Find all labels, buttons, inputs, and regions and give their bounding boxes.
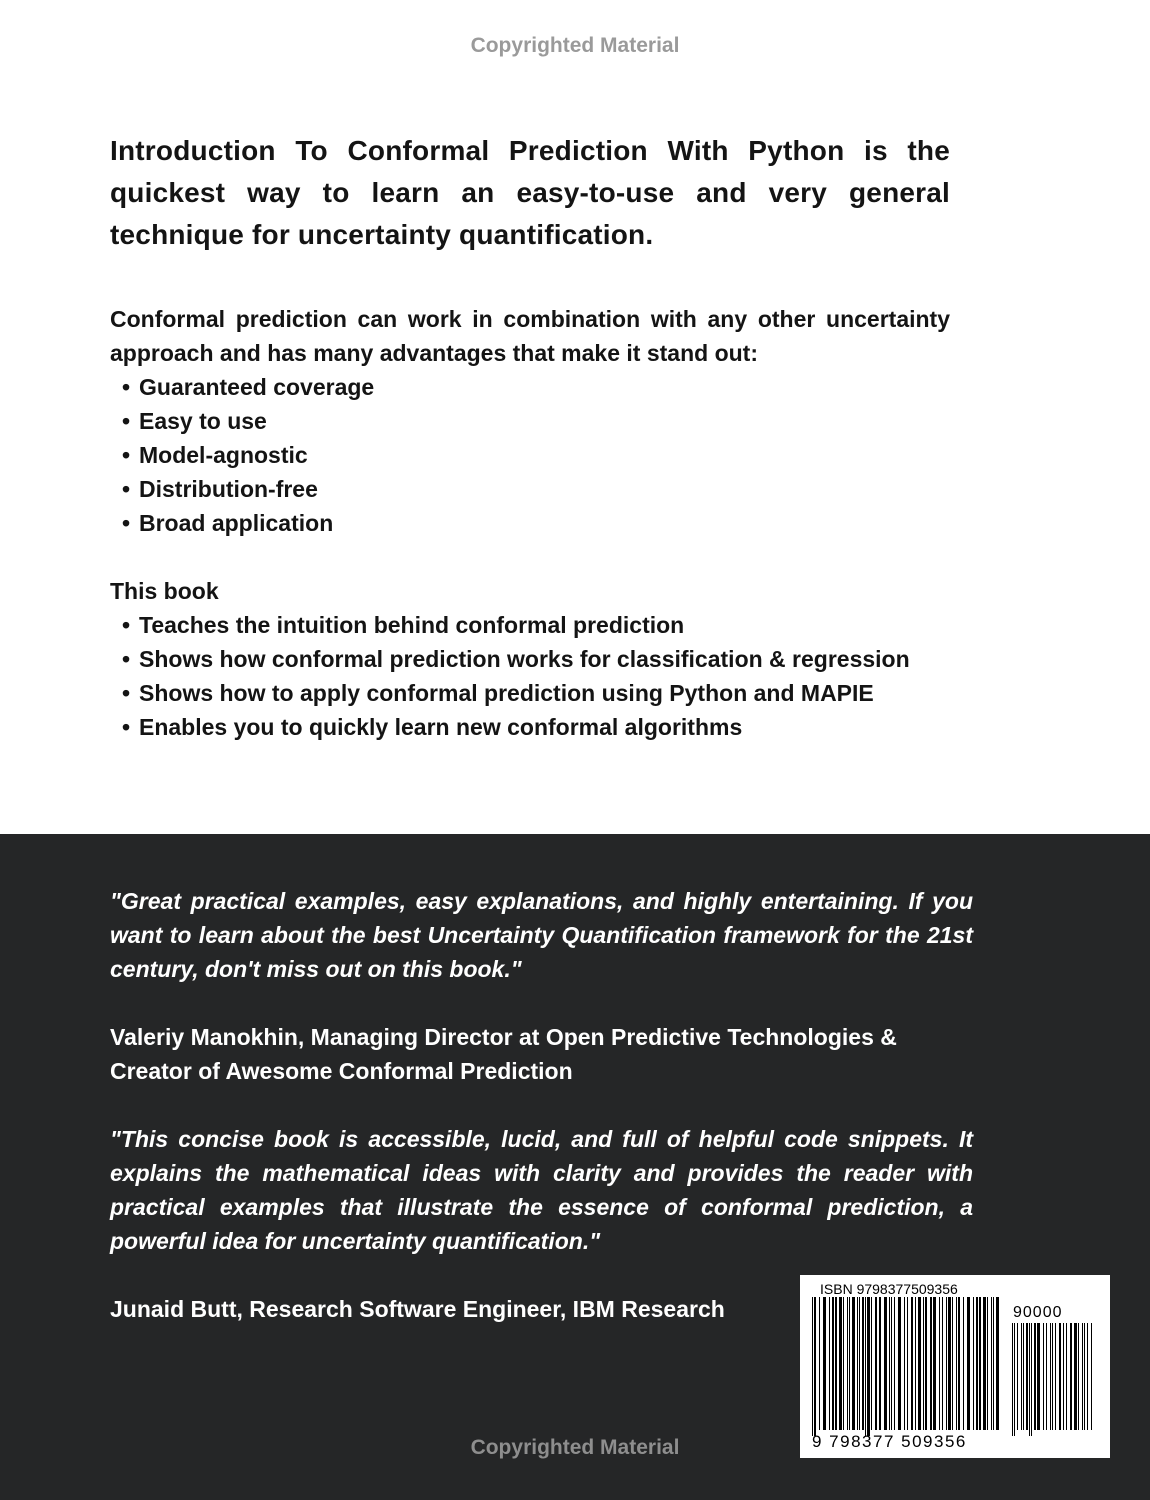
list-item: • Distribution-free <box>122 472 950 506</box>
intro-paragraph: Introduction To Conformal Prediction With Python is the quickest way to learn an easy-to-use and very general technique for uncertainty quantification. <box>110 135 950 250</box>
bullet-icon: • <box>122 476 131 502</box>
isbn-barcode <box>800 1275 1110 1458</box>
list-item: • Shows how to apply conformal prediction using Python and MAPIE <box>122 676 950 710</box>
testimonials-content <box>110 884 973 1326</box>
testimonial-quote: "This concise book is accessible, lucid, and full of helpful code snippets. It explains the mathematical ideas with clarity and provides the reader with practical examples that illustrate the essence of conformal prediction, a powerful idea for uncertainty quantification." <box>110 1126 973 1254</box>
testimonial-author: Junaid Butt, Research Software Engineer, IBM Research <box>110 1296 725 1322</box>
list-item: • Guaranteed coverage <box>122 370 950 404</box>
barcode-icon <box>800 1275 1110 1458</box>
price-code: 90000 <box>1013 1304 1063 1321</box>
book-points-list <box>110 608 950 744</box>
bullet-icon: • <box>122 408 131 434</box>
bullet-icon: • <box>122 680 131 706</box>
bullet-icon: • <box>122 714 131 740</box>
ean-digits: 9 798377 509356 <box>812 1432 967 1451</box>
advantages-list <box>110 370 950 540</box>
watermark-bottom: Copyrighted Material <box>470 1436 680 1459</box>
testimonial-author: Valeriy Manokhin, Managing Director at Open Predictive Technologies & Creator of Awesome Conformal Prediction <box>110 1024 897 1084</box>
bullet-icon: • <box>122 374 131 400</box>
testimonial-quote: "Great practical examples, easy explanations, and highly entertaining. If you want to learn about the best Uncertainty Quantification framework for the 21st century, don't miss out on this book." <box>110 888 973 982</box>
list-item: • Shows how conformal prediction works for classification & regression <box>122 642 950 676</box>
bullet-icon: • <box>122 612 131 638</box>
list-item: • Easy to use <box>122 404 950 438</box>
advantages-intro-paragraph: Conformal prediction can work in combination with any other uncertainty approach and has many advantages that make it stand out: <box>110 306 950 366</box>
bullet-icon: • <box>122 442 131 468</box>
description-section <box>110 130 950 744</box>
bullet-icon: • <box>122 510 131 536</box>
bullet-icon: • <box>122 646 131 672</box>
isbn-label: ISBN 9798377509356 <box>820 1281 958 1297</box>
this-book-heading: This book <box>110 578 219 604</box>
list-item: • Broad application <box>122 506 950 540</box>
list-item: • Model-agnostic <box>122 438 950 472</box>
list-item: • Teaches the intuition behind conformal prediction <box>122 608 950 642</box>
watermark-top: Copyrighted Material <box>470 34 680 57</box>
list-item: • Enables you to quickly learn new conformal algorithms <box>122 710 950 744</box>
